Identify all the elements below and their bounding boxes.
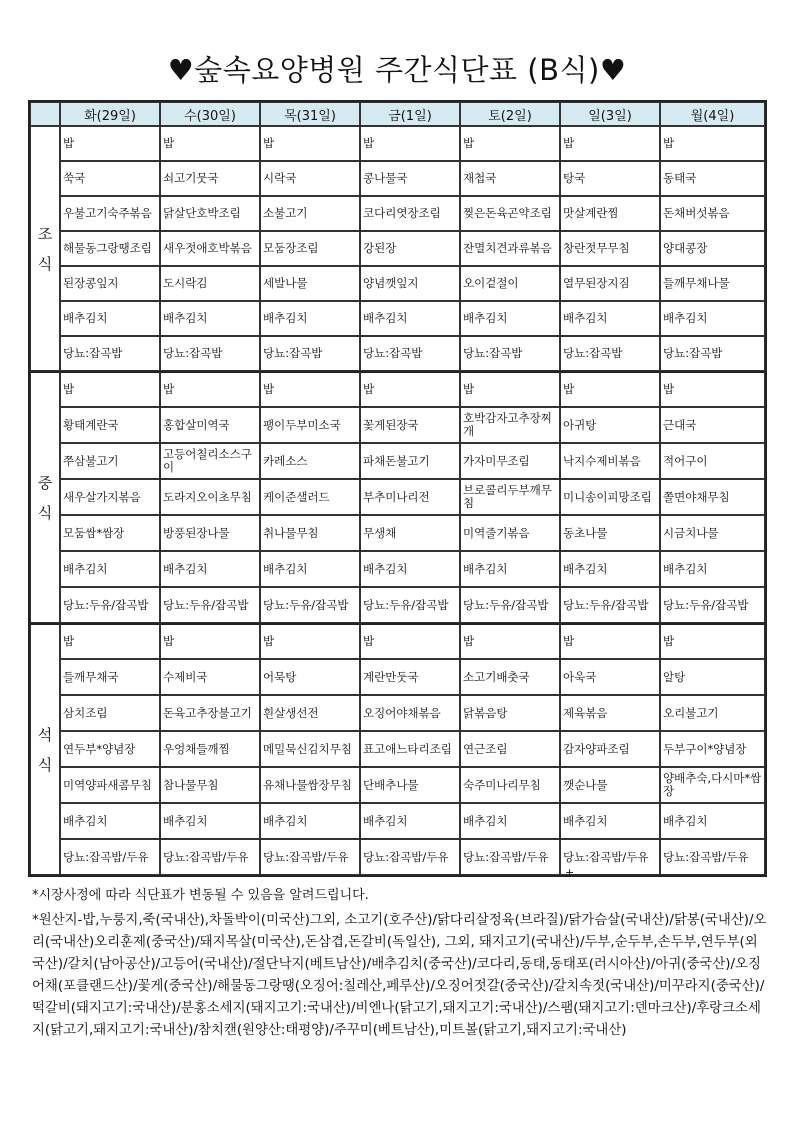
- menu-cell: 파채돈불고기: [360, 443, 460, 479]
- menu-cell: 숙주미나리무침: [460, 767, 560, 803]
- menu-cell: 배추김치: [360, 803, 460, 839]
- menu-row: [30, 587, 765, 623]
- menu-cell: 방풍된장나물: [160, 515, 260, 551]
- menu-cell: 당뇨:잡곡밥: [560, 336, 660, 371]
- menu-cell: 배추김치: [460, 551, 560, 587]
- menu-cell: 어묵탕: [260, 659, 360, 695]
- meal-label-char: 조: [37, 224, 53, 243]
- menu-row: [30, 695, 765, 731]
- menu-cell: 배추김치: [460, 301, 560, 336]
- menu-cell: 무생채: [360, 515, 460, 551]
- menu-cell: 배추김치: [660, 551, 765, 587]
- menu-row: [30, 731, 765, 767]
- menu-cell: 수제비국: [160, 659, 260, 695]
- menu-cell: 배추김치: [360, 301, 460, 336]
- menu-cell: 배추김치: [60, 803, 160, 839]
- menu-cell: 배추김치: [160, 803, 260, 839]
- menu-cell: 케이준샐러드: [260, 479, 360, 515]
- menu-cell: 밥: [560, 126, 660, 161]
- menu-row: [30, 371, 765, 407]
- menu-cell: 연두부*양념장: [60, 731, 160, 767]
- menu-cell: 양념깻잎지: [360, 266, 460, 301]
- menu-cell: 소고기배춧국: [460, 659, 560, 695]
- menu-cell: 당뇨:잡곡밥: [360, 336, 460, 371]
- menu-cell: 돈육고추장불고기: [160, 695, 260, 731]
- menu-cell: 세발나물: [260, 266, 360, 301]
- page-title: ♥숲속요양병원 주간식단표 (B식)♥: [167, 53, 627, 87]
- menu-cell: 밥: [360, 623, 460, 659]
- menu-cell: 당뇨:잡곡밥/두유: [460, 839, 560, 875]
- day-header: 토(2일): [460, 102, 560, 126]
- menu-cell: 당뇨:잡곡밥/두유: [60, 839, 160, 875]
- menu-cell: 오리불고기: [660, 695, 765, 731]
- menu-cell: 밥: [660, 126, 765, 161]
- menu-cell: 모둠쌈*쌈장: [60, 515, 160, 551]
- menu-cell: 도라지오이초무침: [160, 479, 260, 515]
- menu-cell: 아귀탕: [560, 407, 660, 443]
- menu-cell: 우엉채들깨찜: [160, 731, 260, 767]
- day-header: 일(3일): [560, 102, 660, 126]
- menu-cell: 당뇨:두유/잡곡밥: [160, 587, 260, 623]
- menu-cell: 쫄면야채무침: [660, 479, 765, 515]
- menu-cell: 된장콩잎지: [60, 266, 160, 301]
- menu-row: [30, 803, 765, 839]
- menu-cell: 밥: [260, 371, 360, 407]
- menu-cell: 메밀묵신김치무침: [260, 731, 360, 767]
- menu-row: [30, 231, 765, 266]
- menu-cell: 당뇨:잡곡밥/두유: [560, 839, 660, 875]
- menu-cell: 잔멸치견과류볶음: [460, 231, 560, 266]
- menu-row: [30, 161, 765, 196]
- plus-mark: +: [565, 866, 575, 879]
- menu-cell: 동태국: [660, 161, 765, 196]
- menu-cell: 시락국: [260, 161, 360, 196]
- meal-label-char: 식: [37, 755, 53, 774]
- menu-cell: 당뇨:두유/잡곡밥: [460, 587, 560, 623]
- change-notice: *시장사정에 따라 식단표가 변동될 수 있음을 알려드립니다.: [32, 888, 369, 903]
- menu-cell: 배추김치: [260, 301, 360, 336]
- menu-row: [30, 515, 765, 551]
- menu-cell: 홍합살미역국: [160, 407, 260, 443]
- menu-row: [30, 196, 765, 231]
- menu-cell: 맛살계란찜: [560, 196, 660, 231]
- menu-cell: 고등어칠리소스구이: [160, 443, 260, 479]
- menu-cell: 찢은돈육곤약조림: [460, 196, 560, 231]
- menu-cell: 모둠장조림: [260, 231, 360, 266]
- menu-cell: 흰살생선전: [260, 695, 360, 731]
- menu-cell: 밥: [160, 623, 260, 659]
- menu-cell: 도시락김: [160, 266, 260, 301]
- menu-cell: 표고애느타리조림: [360, 731, 460, 767]
- menu-cell: 당뇨:두유/잡곡밥: [360, 587, 460, 623]
- menu-row: [30, 623, 765, 659]
- day-header: 금(1일): [360, 102, 460, 126]
- menu-cell: 당뇨:잡곡밥/두유: [260, 839, 360, 875]
- menu-cell: 부추미나리전: [360, 479, 460, 515]
- menu-cell: 밥: [60, 623, 160, 659]
- menu-cell: 밥: [660, 371, 765, 407]
- menu-cell: 창란젓무무침: [560, 231, 660, 266]
- menu-cell: 밥: [560, 623, 660, 659]
- menu-cell: 탕국: [560, 161, 660, 196]
- menu-cell: 밥: [660, 623, 765, 659]
- menu-row: [30, 301, 765, 336]
- menu-cell: 미역줄기볶음: [460, 515, 560, 551]
- menu-cell: 우불고기숙주볶음: [60, 196, 160, 231]
- menu-cell: 알탕: [660, 659, 765, 695]
- menu-cell: 당뇨:잡곡밥: [460, 336, 560, 371]
- menu-cell: 당뇨:잡곡밥: [260, 336, 360, 371]
- menu-cell: 당뇨:잡곡밥/두유: [360, 839, 460, 875]
- menu-cell: 당뇨:두유/잡곡밥: [260, 587, 360, 623]
- menu-cell: 밥: [260, 126, 360, 161]
- menu-cell: 배추김치: [60, 551, 160, 587]
- meal-label: [30, 371, 60, 623]
- menu-cell: 쭈삼불고기: [60, 443, 160, 479]
- menu-cell: 배추김치: [160, 301, 260, 336]
- menu-cell: 당뇨:잡곡밥: [660, 336, 765, 371]
- meal-label: [30, 623, 60, 875]
- menu-row: [30, 126, 765, 161]
- menu-cell: 당뇨:두유/잡곡밥: [60, 587, 160, 623]
- menu-cell: 밥: [260, 623, 360, 659]
- menu-cell: 배추김치: [160, 551, 260, 587]
- menu-row: [30, 767, 765, 803]
- menu-cell: 배추김치: [60, 301, 160, 336]
- meal-label-char: 석: [37, 725, 53, 744]
- menu-cell: 밥: [160, 126, 260, 161]
- menu-cell: 단배추나물: [360, 767, 460, 803]
- menu-cell: 미역양파새콤무침: [60, 767, 160, 803]
- menu-cell: 들깨무채나물: [660, 266, 765, 301]
- menu-cell: 배추김치: [260, 803, 360, 839]
- menu-row: [30, 479, 765, 515]
- menu-cell: 오징어야채볶음: [360, 695, 460, 731]
- menu-cell: 미니송이피망조림: [560, 479, 660, 515]
- menu-row: [30, 839, 765, 875]
- menu-cell: 새우젓애호박볶음: [160, 231, 260, 266]
- menu-cell: 당뇨:두유/잡곡밥: [560, 587, 660, 623]
- menu-cell: 유채나물쌈장무침: [260, 767, 360, 803]
- menu-cell: 꽃게된장국: [360, 407, 460, 443]
- menu-cell: 배추김치: [560, 803, 660, 839]
- menu-cell: 배추김치: [260, 551, 360, 587]
- menu-cell: 배추김치: [560, 301, 660, 336]
- day-header: 화(29일): [60, 102, 160, 126]
- menu-cell: 닭살단호박조림: [160, 196, 260, 231]
- menu-cell: 아욱국: [560, 659, 660, 695]
- menu-cell: 밥: [60, 371, 160, 407]
- meal-label-char: 중: [37, 473, 53, 492]
- menu-cell: 오이겉절이: [460, 266, 560, 301]
- menu-cell: 밥: [460, 371, 560, 407]
- menu-cell: 근대국: [660, 407, 765, 443]
- day-header: 목(31일): [260, 102, 360, 126]
- menu-cell: 계란만둣국: [360, 659, 460, 695]
- corner-cell: [30, 102, 60, 126]
- menu-row: [30, 407, 765, 443]
- menu-cell: 재첩국: [460, 161, 560, 196]
- menu-cell: 열무된장지짐: [560, 266, 660, 301]
- menu-cell: 낙지수제비볶음: [560, 443, 660, 479]
- menu-cell: 들깨무채국: [60, 659, 160, 695]
- menu-row: [30, 659, 765, 695]
- menu-row: [30, 266, 765, 301]
- day-header: 월(4일): [660, 102, 765, 126]
- menu-cell: 연근조림: [460, 731, 560, 767]
- menu-cell: 브로콜리두부깨무침: [460, 479, 560, 515]
- menu-cell: 카레소스: [260, 443, 360, 479]
- menu-cell: 호박감자고추장찌개: [460, 407, 560, 443]
- menu-cell: 해물동그랑땡조림: [60, 231, 160, 266]
- menu-cell: 새우살가지볶음: [60, 479, 160, 515]
- menu-cell: 밥: [360, 371, 460, 407]
- menu-row: [30, 443, 765, 479]
- menu-cell: 배추김치: [360, 551, 460, 587]
- meal-label: [30, 126, 60, 371]
- menu-cell: 밥: [60, 126, 160, 161]
- menu-cell: 당뇨:잡곡밥: [160, 336, 260, 371]
- menu-cell: 가자미무조림: [460, 443, 560, 479]
- menu-cell: 쇠고기뭇국: [160, 161, 260, 196]
- menu-cell: 삼치조림: [60, 695, 160, 731]
- menu-cell: 깻순나물: [560, 767, 660, 803]
- menu-cell: 당뇨:두유/잡곡밥: [660, 587, 765, 623]
- weekly-menu-table: [28, 100, 767, 877]
- menu-cell: 밥: [560, 371, 660, 407]
- menu-cell: 당뇨:잡곡밥/두유: [160, 839, 260, 875]
- menu-cell: 배추김치: [560, 551, 660, 587]
- menu-cell: 적어구이: [660, 443, 765, 479]
- menu-cell: 강된장: [360, 231, 460, 266]
- menu-cell: 동초나물: [560, 515, 660, 551]
- menu-cell: 닭볶음탕: [460, 695, 560, 731]
- menu-cell: 배추김치: [660, 301, 765, 336]
- menu-cell: 당뇨:잡곡밥: [60, 336, 160, 371]
- menu-cell: 시금치나물: [660, 515, 765, 551]
- menu-cell: 쑥국: [60, 161, 160, 196]
- menu-cell: 양대콩장: [660, 231, 765, 266]
- meal-label-char: 식: [37, 254, 53, 273]
- menu-cell: 소불고기: [260, 196, 360, 231]
- header-row: [30, 102, 765, 126]
- menu-cell: 양배추숙,다시마*쌈장: [660, 767, 765, 803]
- menu-cell: 코다리엿장조림: [360, 196, 460, 231]
- menu-cell: 황태계란국: [60, 407, 160, 443]
- menu-cell: 콩나물국: [360, 161, 460, 196]
- menu-cell: 배추김치: [460, 803, 560, 839]
- menu-row: [30, 551, 765, 587]
- menu-cell: 배추김치: [660, 803, 765, 839]
- menu-cell: 두부구이*양념장: [660, 731, 765, 767]
- menu-row: [30, 336, 765, 371]
- menu-cell: 제육볶음: [560, 695, 660, 731]
- menu-cell: 밥: [460, 126, 560, 161]
- meal-label-char: 식: [37, 503, 53, 522]
- menu-cell: 돈채버섯볶음: [660, 196, 765, 231]
- menu-cell: 당뇨:잡곡밥/두유: [660, 839, 765, 875]
- menu-cell: 취나물무침: [260, 515, 360, 551]
- menu-cell: 밥: [160, 371, 260, 407]
- day-header: 수(30일): [160, 102, 260, 126]
- menu-cell: 참나물무침: [160, 767, 260, 803]
- menu-cell: 팽이두부미소국: [260, 407, 360, 443]
- origin-notice: *원산지-밥,누룽지,죽(국내산),차돌박이(미국산)그외, 소고기(호주산)/닭다리살정육(브라질)/닭가슴살(국내산)/닭봉(국내산)/오리(국내산)오리훈제(중국산)/돼지목살(미국산),돈삼겹,돈갈비(독일산), 그외, 돼지고기(국내산)/두부,순두부,손두부,연두부(외국산)/갈치(남아공산)/고등어(국내산)/절단낙지(베트남산)/배추김치(중국산)/코다리,동태,동태포(러시아산)/아귀(중국산)/오징어채(포클랜드산)/꽃게(중국산)/해물동그랑땡(오징어:칠레산,페루산)/오징어젓갈(중국산)/갈치속젓(국내산)/미꾸라지(중국산)/떡갈비(돼지고기:국내산)/분홍소세지(돼지고기:국내산)/비엔나(닭고기,돼지고기:국내산)/스팸(돼지고기:덴마크산)/후랑크소세지(닭고기,돼지고기:국내산)/참치캔(원양산:태평양)/주꾸미(베트남산),미트볼(닭고기,돼지고기:국내산): [32, 913, 767, 1038]
- menu-cell: 밥: [360, 126, 460, 161]
- menu-cell: 밥: [460, 623, 560, 659]
- menu-cell: 감자양파조림: [560, 731, 660, 767]
